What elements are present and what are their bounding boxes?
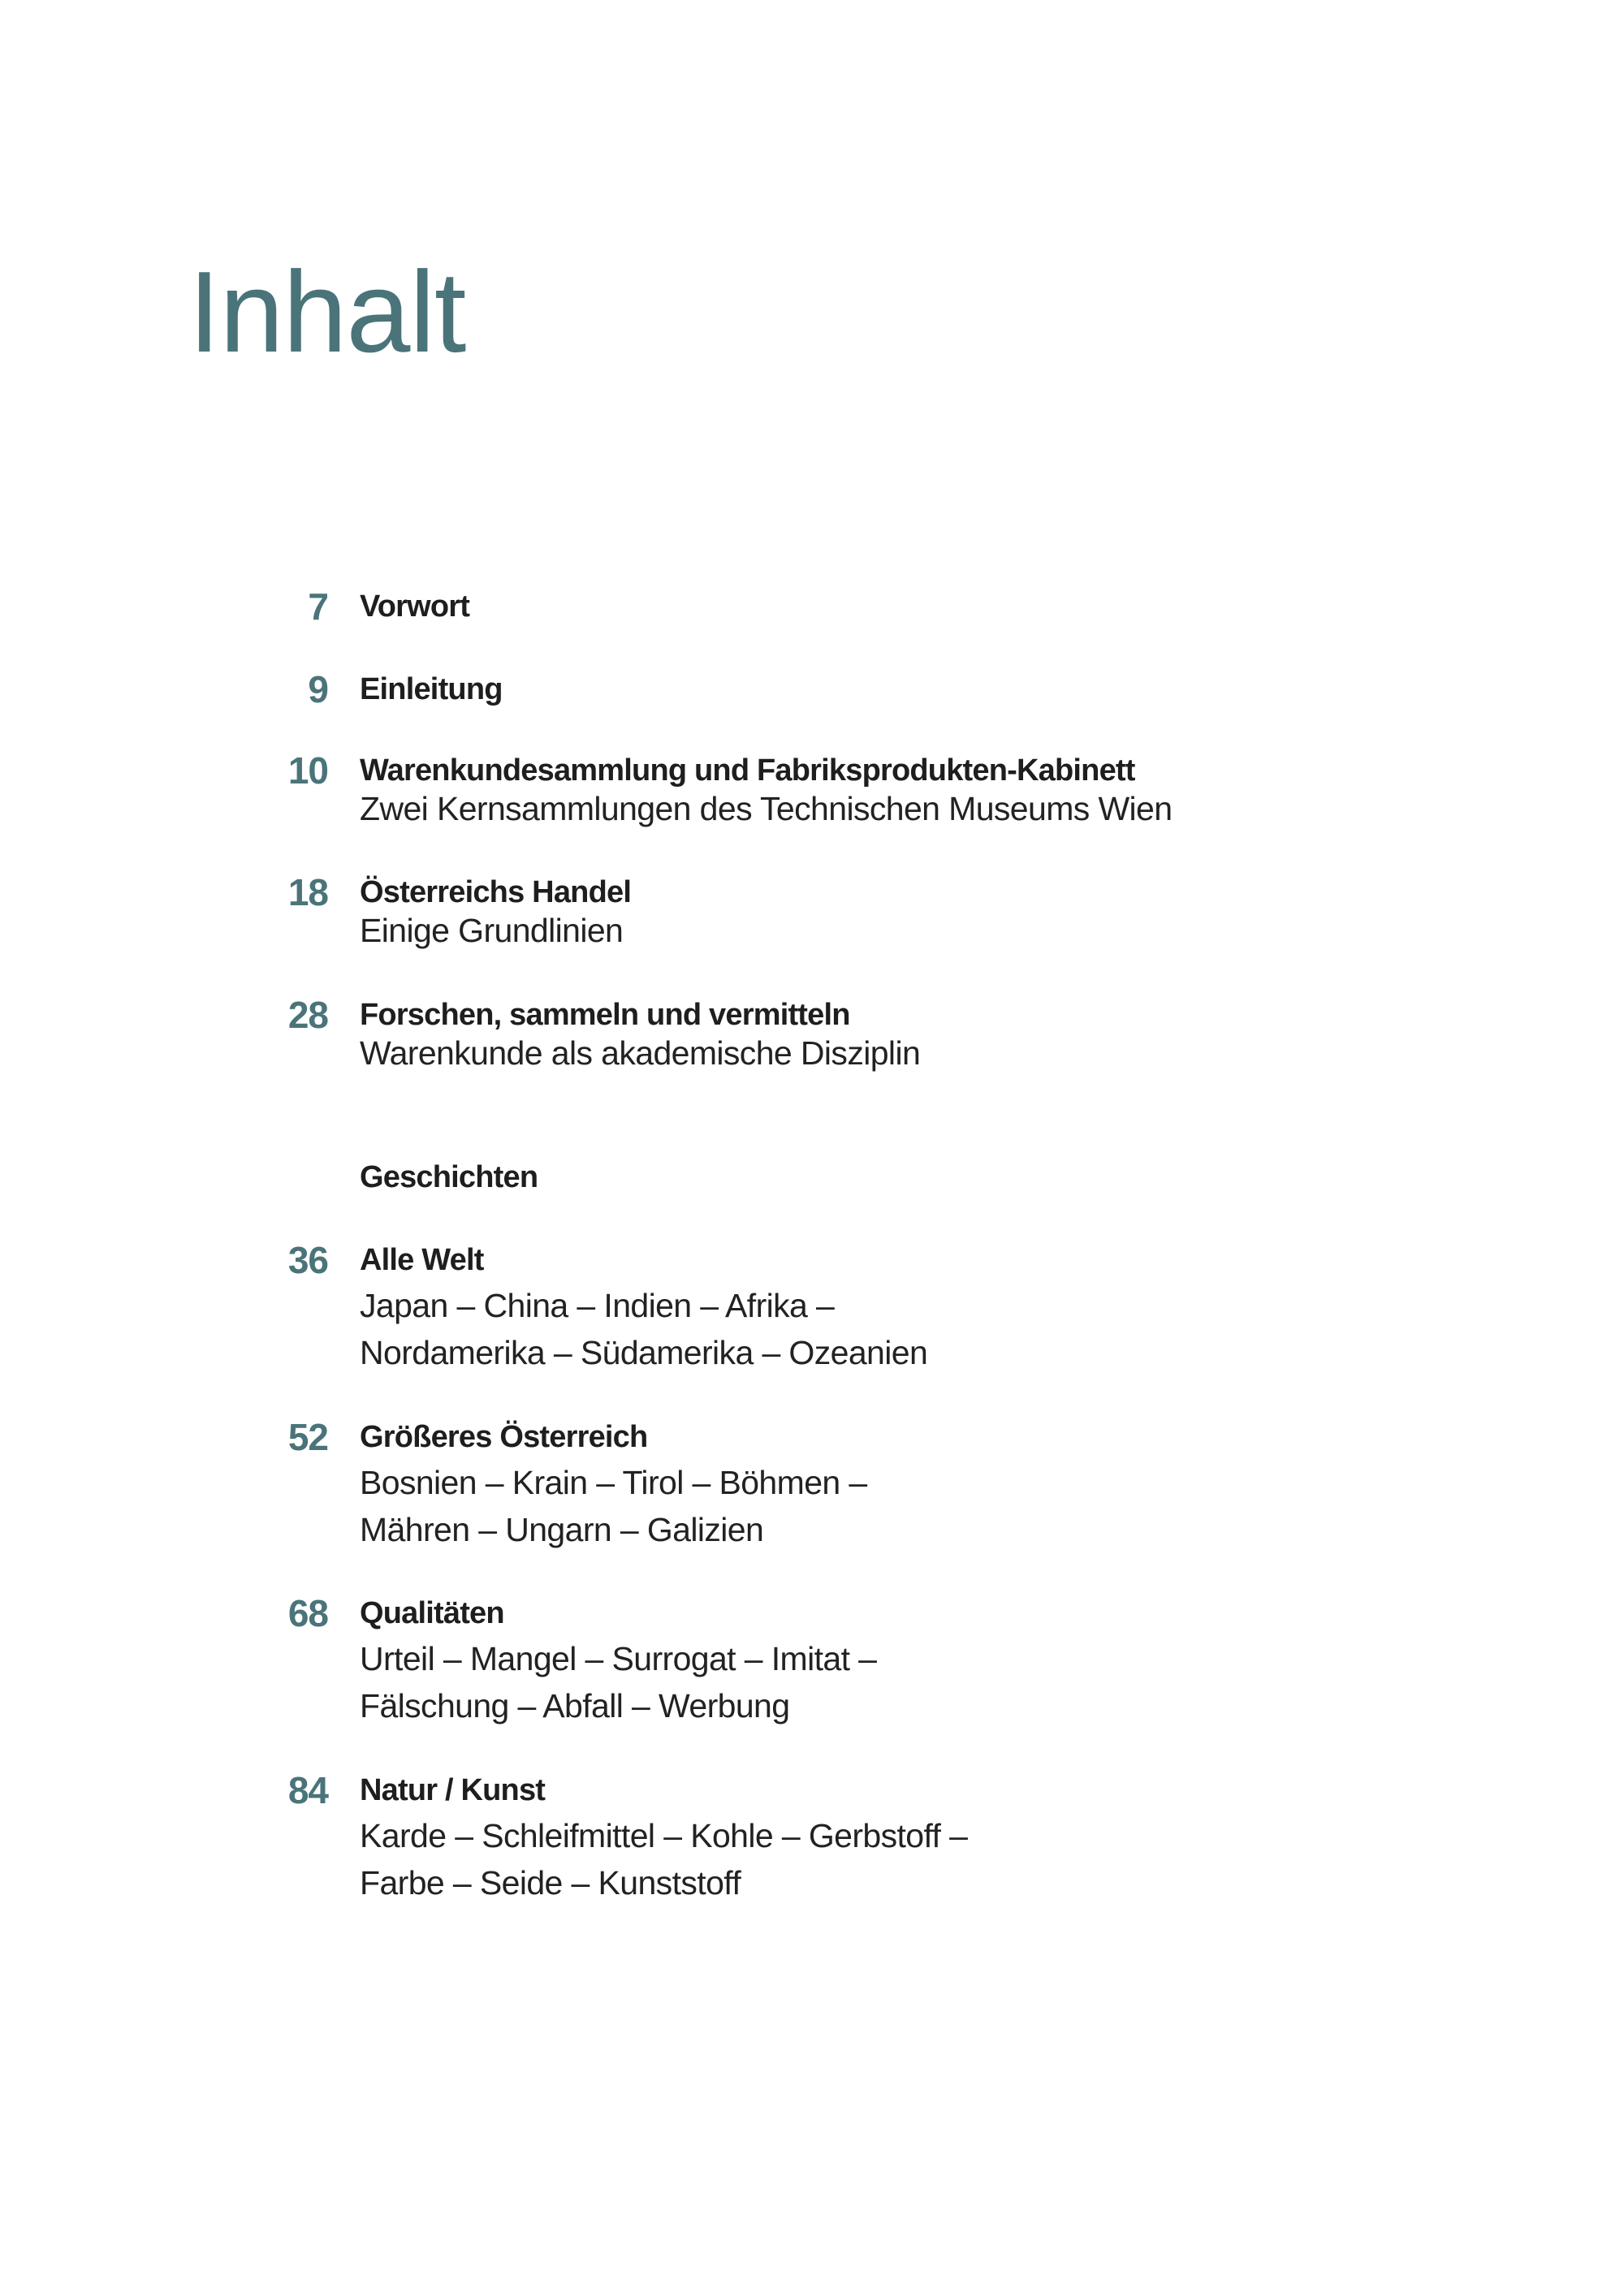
entry-topics-line: Bosnien – Krain – Tirol – Böhmen – (360, 1464, 867, 1501)
page-number: 18 (287, 871, 328, 913)
entry-heading: Einleitung (360, 672, 503, 706)
entry-heading: Größeres Österreich (360, 1420, 648, 1454)
page-number: 10 (287, 749, 328, 792)
entry-heading: Warenkundesammlung und Fabriksprodukten-Kabinett (360, 753, 1135, 788)
page-number: 36 (287, 1239, 328, 1281)
page-number: 84 (287, 1769, 328, 1811)
page-number: 9 (308, 668, 328, 710)
entry-heading: Natur / Kunst (360, 1773, 546, 1807)
entry-topics-line: Nordamerika – Südamerika – Ozeanien (360, 1334, 928, 1371)
entry-topics-line: Mähren – Ungarn – Galizien (360, 1511, 764, 1548)
page-number: 7 (308, 585, 328, 628)
entry-topics-line: Farbe – Seide – Kunststoff (360, 1864, 741, 1901)
entry-heading: Alle Welt (360, 1243, 484, 1277)
entry-subtitle: Warenkunde als akademische Disziplin (360, 1034, 921, 1072)
entry-heading: Qualitäten (360, 1596, 504, 1630)
entry-heading: Forschen, sammeln und vermitteln (360, 998, 850, 1032)
page-title: Inhalt (188, 248, 466, 377)
entry-topics-line: Japan – China – Indien – Afrika – (360, 1287, 835, 1324)
entry-heading: Vorwort (360, 589, 470, 624)
entry-topics-line: Fälschung – Abfall – Werbung (360, 1687, 790, 1724)
page-number: 28 (287, 994, 328, 1036)
entry-subtitle: Zwei Kernsammlungen des Technischen Museums Wien (360, 790, 1173, 827)
entry-subtitle: Einige Grundlinien (360, 912, 624, 949)
section-heading: Geschichten (360, 1160, 538, 1194)
entry-heading: Österreichs Handel (360, 875, 632, 909)
entry-topics-line: Karde – Schleifmittel – Kohle – Gerbstoff – (360, 1817, 968, 1854)
page-number: 52 (287, 1416, 328, 1458)
page-number: 68 (287, 1592, 328, 1634)
entry-topics-line: Urteil – Mangel – Surrogat – Imitat – (360, 1640, 877, 1677)
